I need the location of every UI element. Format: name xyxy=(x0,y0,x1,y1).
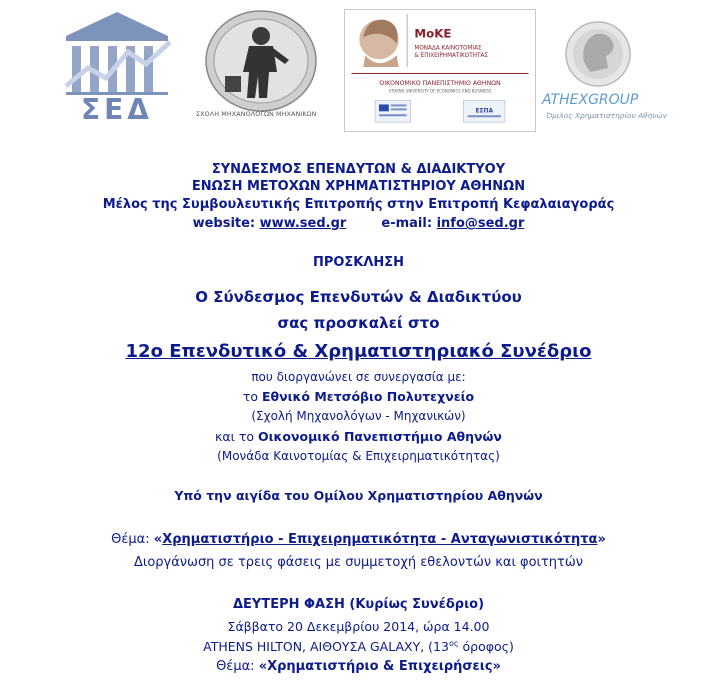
ntua-seal-logo xyxy=(203,10,321,114)
logo-strip xyxy=(0,0,717,140)
sed-column xyxy=(72,46,81,92)
sed-logo xyxy=(58,8,176,123)
moke-title: MoKE xyxy=(414,26,452,41)
partner-1-prefix: το xyxy=(242,389,263,404)
website-link[interactable]: www.sed.gr xyxy=(259,216,347,231)
moke-university-en: ATHENS UNIVERSITY OF ECONOMICS AND BUSINESS xyxy=(388,88,492,94)
theme-text: Χρηματιστήριο - Επιχειρηματικότητα - Ανταγωνιστικότητα xyxy=(162,532,598,547)
contact-line xyxy=(0,216,717,231)
partner-2-name: Οικονομικό Πανεπιστήμιο Αθηνών xyxy=(258,429,502,444)
moke-logo xyxy=(344,9,536,132)
moke-espa-text: ΕΣΠΑ xyxy=(475,108,494,115)
ntua-figure-head xyxy=(252,27,270,45)
org-union: ΕΝΩΣΗ ΜΕΤΟΧΩΝ ΧΡΗΜΑΤΙΣΤΗΡΙΟΥ ΑΘΗΝΩΝ xyxy=(191,179,526,194)
invitation-line-1: Ο Σύνδεσμος Επενδυτών & Διαδικτύου xyxy=(195,288,522,306)
moke-subtitle-2: & ΕΠΙΧΕΙΡΗΜΑΤΙΚΟΤΗΤΑΣ xyxy=(414,53,488,60)
athex-group-subtitle: Όμιλος Χρηματιστηρίου Αθηνών xyxy=(546,111,667,120)
partner-1-subtitle: (Σχολή Μηχανολόγων - Μηχανικών) xyxy=(251,409,466,423)
event-date: Σάββατο 20 Δεκεμβρίου 2014, ώρα 14.00 xyxy=(227,619,490,634)
email-label: e-mail: xyxy=(381,216,433,231)
partner-1-line xyxy=(0,389,717,404)
theme-2-line xyxy=(0,659,717,674)
phase-title: ΔΕΥΤΕΡΗ ΦΑΣΗ (Κυρίως Συνέδριο) xyxy=(232,597,485,612)
sed-trend-line xyxy=(66,42,170,86)
sed-roof xyxy=(66,12,168,36)
sed-column xyxy=(144,46,153,92)
partner-2-prefix: και το xyxy=(215,429,259,444)
org-membership: Μέλος της Συμβουλευτικής Επιτροπής στην Επιτροπή Κεφαλαιαγοράς xyxy=(102,197,615,212)
theme-line xyxy=(0,532,717,547)
phases-line: Διοργάνωση σε τρεις φάσεις με συμμετοχή εθελοντών και φοιτητών xyxy=(134,555,583,570)
venue-superscript: ος xyxy=(448,639,459,648)
theme-2-text: «Χρηματιστήριο & Επιχειρήσεις» xyxy=(258,659,501,674)
moke-subtitle-1: ΜΟΝΑΔΑ ΚΑΙΝΟΤΟΜΙΑΣ xyxy=(414,45,482,52)
aegis-line: Υπό την αιγίδα του Ομίλου Χρηματιστηρίου Αθηνών xyxy=(174,488,543,503)
org-name: ΣΥΝΔΕΣΜΟΣ ΕΠΕΝΔΥΤΩΝ & ΔΙΑΔΙΚΤΥΟΥ xyxy=(211,162,506,177)
ntua-anvil xyxy=(225,76,241,92)
website-label: website: xyxy=(192,216,256,231)
venue-suffix: όροφος) xyxy=(458,639,514,655)
theme-label: Θέμα: xyxy=(111,532,154,547)
partner-1-name: Εθνικό Μετσόβιο Πολυτεχνείο xyxy=(262,389,475,404)
event-venue xyxy=(0,639,717,654)
cooperation-intro: που διοργανώνει σε συνεργασία με: xyxy=(251,370,466,384)
athex-group-logo xyxy=(540,12,670,124)
invitation-line-2: σας προσκαλεί στο xyxy=(277,314,440,332)
athex-group-name: ATHEXGROUP xyxy=(542,92,639,108)
sed-logo-text: ΣΕΔ xyxy=(81,93,153,123)
moke-university: ΟΙΚΟΝΟΜΙΚΟ ΠΑΝΕΠΙΣΤΗΜΙΟ ΑΘΗΝΩΝ xyxy=(379,79,501,87)
theme-2-label: Θέμα: xyxy=(216,659,259,674)
theme-close-quote: » xyxy=(597,532,606,547)
invitation-title: ΠΡΟΣΚΛΗΣΗ xyxy=(312,255,405,270)
email-link[interactable]: info@sed.gr xyxy=(436,216,525,231)
partner-2-line xyxy=(0,429,717,444)
conference-title: 12ο Επενδυτικό & Χρηματιστηριακό Συνέδριο xyxy=(125,341,592,362)
partner-2-subtitle: (Μονάδα Καινοτομίας & Επιχειρηματικότητας) xyxy=(217,449,500,463)
theme-open-quote: « xyxy=(153,532,163,547)
ntua-caption: ΣΧΟΛΗ ΜΗΧΑΝΟΛΟΓΩΝ ΜΗΧΑΝΙΚΩΝ xyxy=(196,110,317,118)
venue-prefix: ATHENS HILTON, ΑΙΘΟΥΣΑ GALAXY, (13 xyxy=(203,639,449,655)
